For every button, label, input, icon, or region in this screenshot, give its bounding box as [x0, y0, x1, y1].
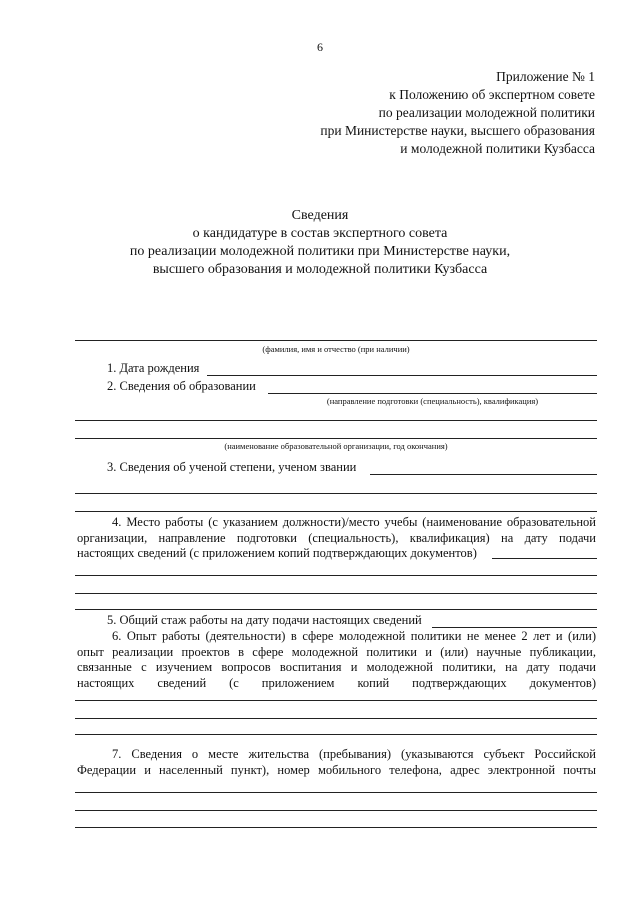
work-line[interactable]	[75, 575, 597, 576]
appendix-line: по реализации молодежной политики	[378, 105, 595, 120]
education-line[interactable]	[75, 420, 597, 421]
experience-label: 5. Общий стаж работы на дату подачи настоящих сведений	[107, 613, 422, 627]
degree-line[interactable]	[75, 493, 597, 494]
youth-policy-line: настоящих сведений (с приложением копий подтверждающих документов)	[77, 675, 596, 690]
residence-line[interactable]	[75, 827, 597, 828]
residence-line[interactable]	[75, 810, 597, 811]
residence-line[interactable]	[75, 792, 597, 793]
work-line: 4. Место работы (с указанием должности)/место учебы (наименование образовательной	[112, 515, 596, 529]
education-label: 2. Сведения об образовании	[107, 379, 256, 393]
appendix-line: и молодежной политики Кузбасса	[400, 141, 595, 156]
experience-line[interactable]	[432, 627, 597, 628]
residence-line: 7. Сведения о месте жительства (пребывания) (указываются субъект Российской	[112, 747, 596, 761]
work-line[interactable]	[492, 558, 597, 559]
work-line: настоящих сведений (с приложением копий подтверждающих документов)	[77, 546, 477, 560]
institution-line[interactable]	[75, 438, 597, 439]
youth-policy-line: 6. Опыт работы (деятельности) в сфере молодежной политики не менее 2 лет и (или)	[112, 629, 596, 643]
youth-policy-line: опыт реализации проектов в сфере молодежной политики и (или) научные публикации,	[77, 644, 596, 659]
youth-policy-line[interactable]	[75, 700, 597, 701]
appendix-line: Приложение № 1	[496, 69, 595, 84]
work-paragraph	[77, 515, 596, 562]
residence-paragraph	[77, 747, 596, 778]
youth-policy-line: связанные с изучением вопросов воспитания и молодежной политики, на дату подачи	[77, 660, 596, 674]
birth-date-line[interactable]	[207, 375, 597, 376]
degree-line[interactable]	[370, 474, 597, 475]
residence-line: Федерации и населенный пункт), номер мобильного телефона, адрес электронной почты	[77, 762, 596, 777]
work-line[interactable]	[75, 593, 597, 594]
work-line: организации, направление подготовки (специальность), квалификация) на дату подачи	[77, 530, 596, 545]
title-line: о кандидатуре в состав экспертного совета	[192, 226, 448, 241]
institution-hint: (наименование образовательной организации, год окончания)	[224, 441, 448, 451]
fio-line[interactable]	[75, 340, 597, 341]
title-line: высшего образования и молодежной политики Кузбасса	[152, 262, 488, 277]
youth-policy-line[interactable]	[75, 718, 597, 719]
specialty-hint: (направление подготовки (специальность), квалификация)	[326, 396, 539, 406]
page-number: 6	[317, 40, 323, 54]
degree-label: 3. Сведения об ученой степени, ученом звании	[107, 460, 357, 474]
youth-policy-line[interactable]	[75, 734, 597, 735]
title-line: по реализации молодежной политики при Министерстве науки,	[129, 244, 511, 259]
appendix-line: к Положению об экспертном совете	[389, 87, 595, 102]
document-title	[0, 207, 640, 279]
work-line[interactable]	[75, 609, 597, 610]
youth-policy-paragraph	[77, 629, 596, 691]
degree-line[interactable]	[75, 511, 597, 512]
fio-hint: (фамилия, имя и отчество (при наличии)	[262, 344, 410, 354]
appendix-line: при Министерстве науки, высшего образования	[320, 123, 595, 138]
appendix-block	[320, 68, 595, 158]
education-line[interactable]	[268, 393, 597, 394]
birth-date-label: 1. Дата рождения	[107, 361, 200, 375]
title-line: Сведения	[291, 208, 349, 223]
